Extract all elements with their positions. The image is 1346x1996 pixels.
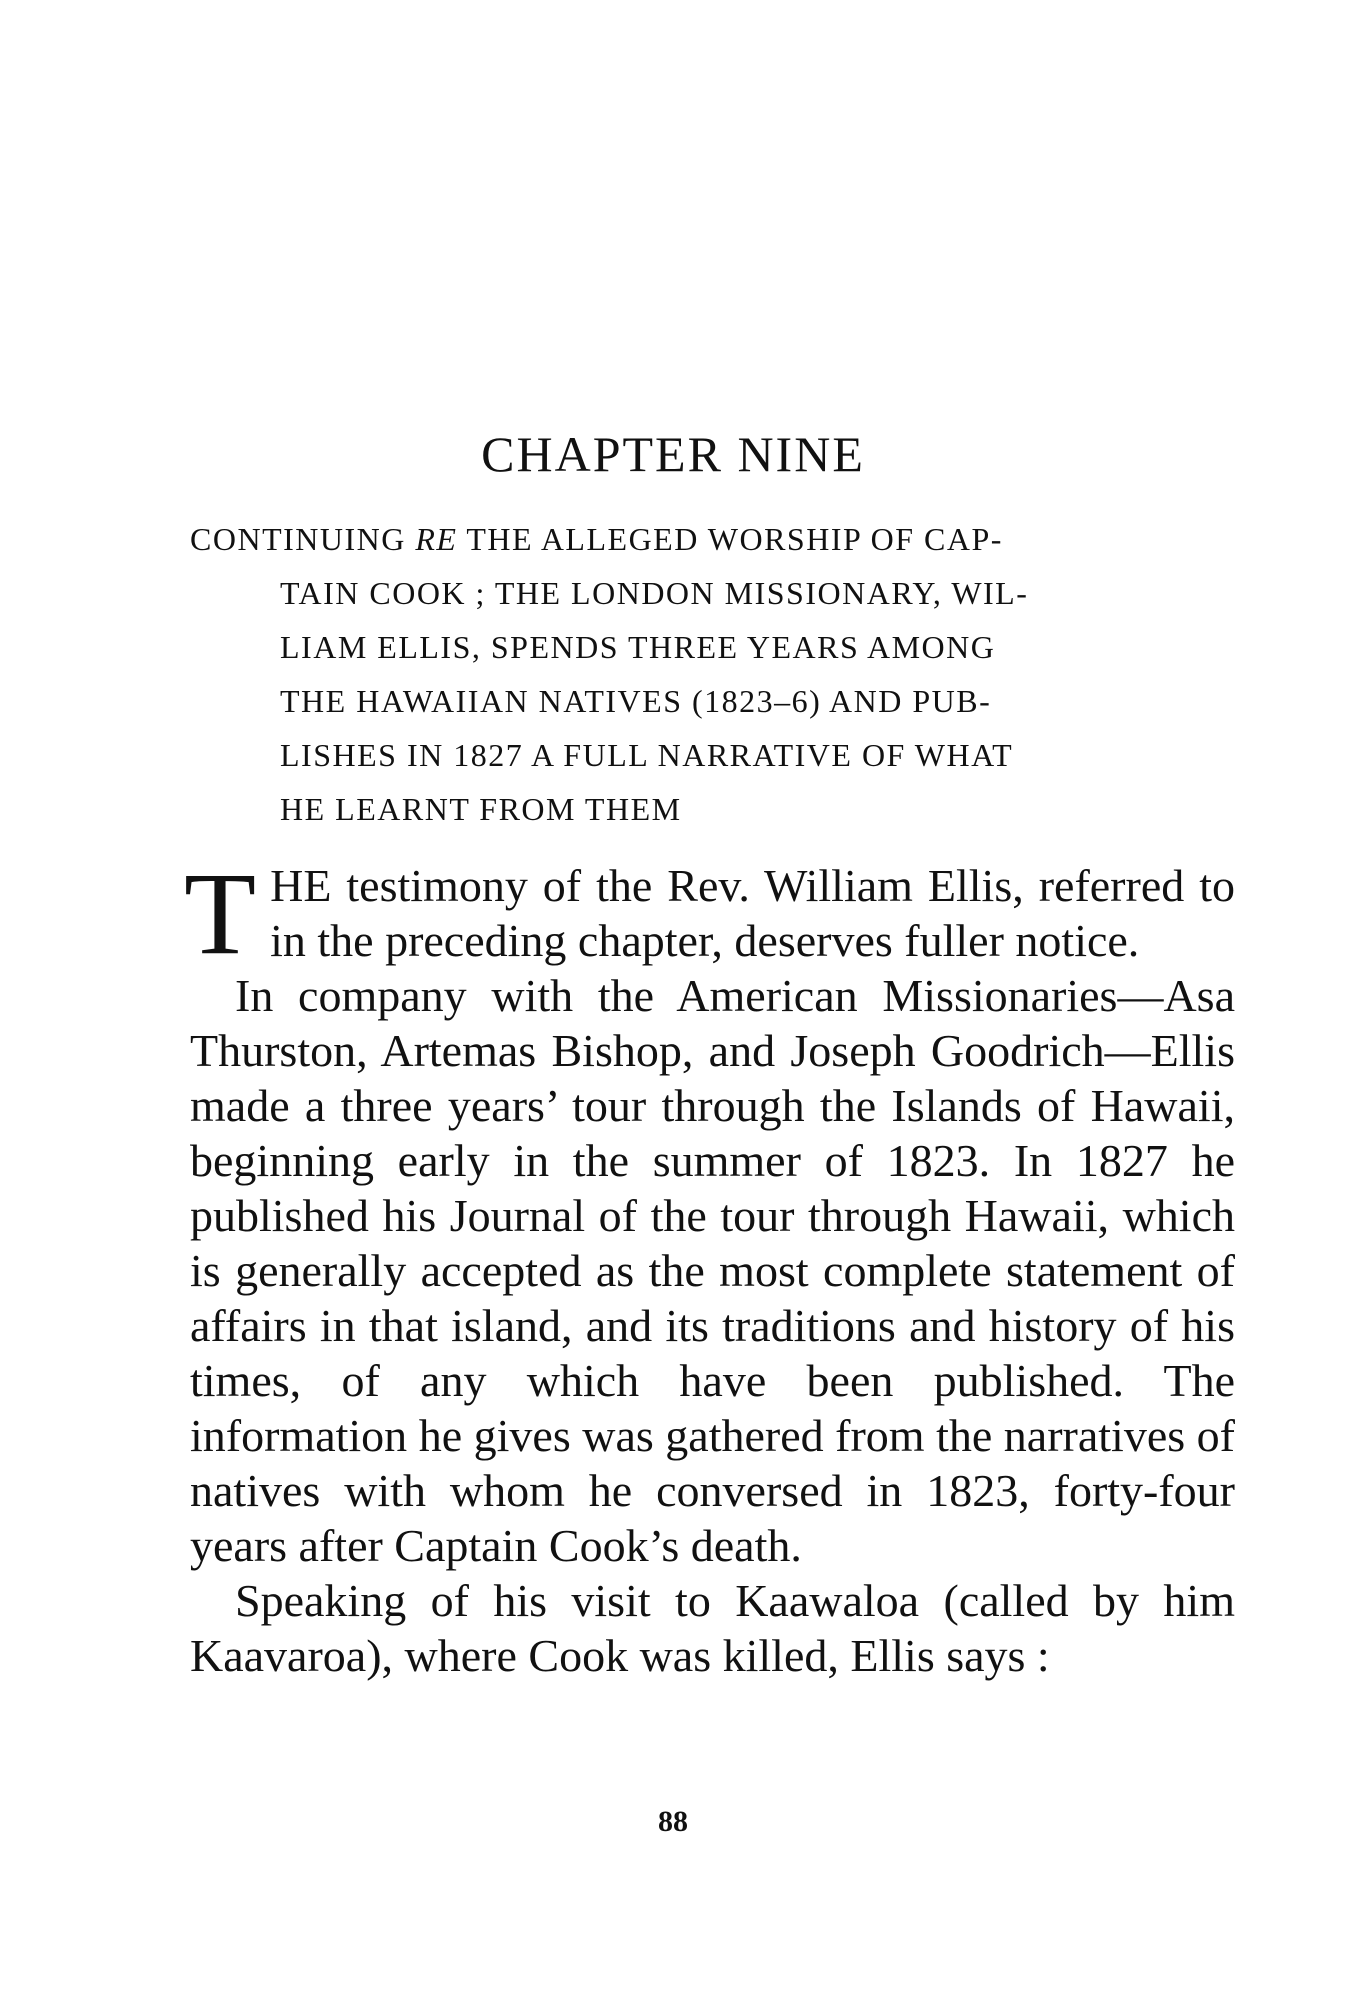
drop-cap-continuation: HE — [270, 860, 332, 911]
summary-line — [190, 512, 1235, 566]
chapter-title: CHAPTER NINE — [481, 426, 865, 482]
paragraph-text: testimony of the Rev. William Ellis, referred to in the preceding chapter, deserves fuller notice. — [270, 860, 1235, 966]
page-number: 88 — [658, 1805, 688, 1838]
paragraph-1 — [184, 848, 1235, 979]
summary-text: CONTINUING — [190, 521, 416, 557]
summary-line: LIAM ELLIS, SPENDS THREE YEARS AMONG — [280, 629, 996, 665]
summary-line: TAIN COOK ; THE LONDON MISSIONARY, WIL- — [280, 575, 1029, 611]
chapter-summary — [190, 512, 1235, 836]
body-text — [184, 848, 1235, 1683]
summary-italic-re: RE — [415, 521, 458, 557]
drop-cap: T — [184, 848, 257, 979]
summary-text: THE ALLEGED WORSHIP OF CAP- — [457, 521, 1003, 557]
paragraph-3: Speaking of his visit to Kaawaloa (called by him Kaavaroa), where Cook was killed, Ellis says : — [190, 1575, 1235, 1681]
summary-line: THE HAWAIIAN NATIVES (1823–6) AND PUB- — [280, 683, 992, 719]
paragraph-2: In company with the American Missionaries—Asa Thurston, Artemas Bishop, and Joseph Goodrich—Ellis made a three years’ tour through the Islands of Hawaii, beginning early in the summer of 1823. In 1827 he published his Journal of the tour through Hawaii, which is generally accepted as the most complete statement of affairs in that island, and its traditions and history of his times, of any which have been published. The information he gives was gathered from the narratives of natives with whom he conversed in 1823, forty-four years after Captain Cook’s death. — [190, 970, 1235, 1571]
summary-line: LISHES IN 1827 A FULL NARRATIVE OF WHAT — [280, 737, 1014, 773]
summary-line: HE LEARNT FROM THEM — [280, 791, 682, 827]
